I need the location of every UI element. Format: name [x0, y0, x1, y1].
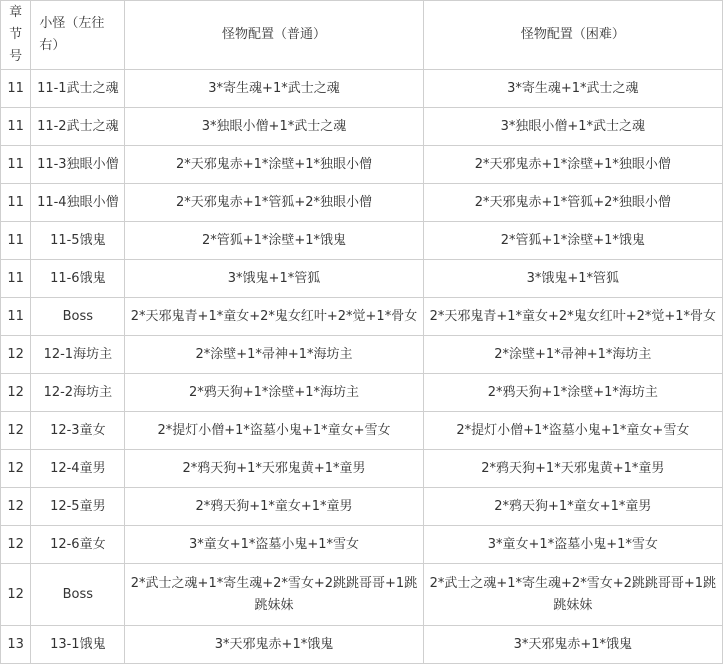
cell-hard: 2*鸦天狗+1*童女+1*童男 — [423, 488, 722, 526]
cell-hard: 2*涂壁+1*帚神+1*海坊主 — [423, 336, 722, 374]
table-header-row — [1, 1, 723, 70]
cell-normal: 2*提灯小僧+1*盗墓小鬼+1*童女+雪女 — [125, 412, 423, 450]
cell-normal: 3*天邪鬼赤+1*饿鬼 — [125, 626, 423, 664]
table-row — [1, 298, 723, 336]
cell-normal: 2*天邪鬼赤+1*涂壁+1*独眼小僧 — [125, 146, 423, 184]
cell-chapter: 11 — [1, 108, 31, 146]
cell-chapter: 12 — [1, 336, 31, 374]
cell-normal: 2*天邪鬼赤+1*管狐+2*独眼小僧 — [125, 184, 423, 222]
header-normal: 怪物配置（普通） — [125, 1, 423, 70]
cell-chapter: 12 — [1, 488, 31, 526]
cell-hard: 2*管狐+1*涂壁+1*饿鬼 — [423, 222, 722, 260]
table-row — [1, 450, 723, 488]
header-mob: 小怪（左往右） — [31, 1, 125, 70]
cell-chapter: 12 — [1, 526, 31, 564]
cell-normal: 2*鸦天狗+1*涂壁+1*海坊主 — [125, 374, 423, 412]
cell-hard: 3*饿鬼+1*管狐 — [423, 260, 722, 298]
cell-hard: 2*天邪鬼赤+1*涂壁+1*独眼小僧 — [423, 146, 722, 184]
header-chapter: 章节号 — [1, 1, 31, 70]
cell-chapter: 11 — [1, 298, 31, 336]
cell-chapter: 13 — [1, 626, 31, 664]
cell-mob: 11-6饿鬼 — [31, 260, 125, 298]
table-row — [1, 70, 723, 108]
cell-mob: 11-4独眼小僧 — [31, 184, 125, 222]
table-row — [1, 526, 723, 564]
cell-chapter: 11 — [1, 70, 31, 108]
cell-mob: Boss — [31, 564, 125, 626]
table-row — [1, 564, 723, 626]
cell-chapter: 12 — [1, 412, 31, 450]
cell-normal: 2*管狐+1*涂壁+1*饿鬼 — [125, 222, 423, 260]
cell-chapter: 12 — [1, 450, 31, 488]
cell-hard: 3*天邪鬼赤+1*饿鬼 — [423, 626, 722, 664]
cell-hard: 2*鸦天狗+1*涂壁+1*海坊主 — [423, 374, 722, 412]
cell-normal: 2*武士之魂+1*寄生魂+2*雪女+2跳跳哥哥+1跳跳妹妹 — [125, 564, 423, 626]
table-row — [1, 488, 723, 526]
cell-hard: 2*武士之魂+1*寄生魂+2*雪女+2跳跳哥哥+1跳跳妹妹 — [423, 564, 722, 626]
cell-chapter: 12 — [1, 564, 31, 626]
cell-mob: 13-1饿鬼 — [31, 626, 125, 664]
cell-hard: 2*天邪鬼赤+1*管狐+2*独眼小僧 — [423, 184, 722, 222]
cell-hard: 2*提灯小僧+1*盗墓小鬼+1*童女+雪女 — [423, 412, 722, 450]
cell-mob: Boss — [31, 298, 125, 336]
cell-normal: 2*鸦天狗+1*天邪鬼黄+1*童男 — [125, 450, 423, 488]
cell-normal: 3*独眼小僧+1*武士之魂 — [125, 108, 423, 146]
cell-mob: 12-1海坊主 — [31, 336, 125, 374]
cell-chapter: 12 — [1, 374, 31, 412]
cell-hard: 3*童女+1*盗墓小鬼+1*雪女 — [423, 526, 722, 564]
table-row — [1, 184, 723, 222]
cell-normal: 3*寄生魂+1*武士之魂 — [125, 70, 423, 108]
table-row — [1, 222, 723, 260]
cell-mob: 11-2武士之魂 — [31, 108, 125, 146]
header-hard: 怪物配置（困难） — [423, 1, 722, 70]
cell-normal: 2*鸦天狗+1*童女+1*童男 — [125, 488, 423, 526]
cell-mob: 12-2海坊主 — [31, 374, 125, 412]
cell-mob: 11-1武士之魂 — [31, 70, 125, 108]
cell-mob: 12-4童男 — [31, 450, 125, 488]
cell-mob: 11-3独眼小僧 — [31, 146, 125, 184]
table-row — [1, 146, 723, 184]
cell-hard: 2*天邪鬼青+1*童女+2*鬼女红叶+2*觉+1*骨女 — [423, 298, 722, 336]
cell-hard: 3*寄生魂+1*武士之魂 — [423, 70, 722, 108]
table-row — [1, 336, 723, 374]
cell-mob: 12-6童女 — [31, 526, 125, 564]
cell-chapter: 11 — [1, 260, 31, 298]
table-row — [1, 108, 723, 146]
cell-mob: 12-5童男 — [31, 488, 125, 526]
table-row — [1, 412, 723, 450]
cell-normal: 2*涂壁+1*帚神+1*海坊主 — [125, 336, 423, 374]
table-row — [1, 260, 723, 298]
cell-chapter: 11 — [1, 184, 31, 222]
cell-mob: 12-3童女 — [31, 412, 125, 450]
cell-mob: 11-5饿鬼 — [31, 222, 125, 260]
cell-normal: 3*童女+1*盗墓小鬼+1*雪女 — [125, 526, 423, 564]
cell-normal: 2*天邪鬼青+1*童女+2*鬼女红叶+2*觉+1*骨女 — [125, 298, 423, 336]
table-row — [1, 374, 723, 412]
cell-hard: 3*独眼小僧+1*武士之魂 — [423, 108, 722, 146]
cell-chapter: 11 — [1, 222, 31, 260]
cell-chapter: 11 — [1, 146, 31, 184]
cell-normal: 3*饿鬼+1*管狐 — [125, 260, 423, 298]
table-row — [1, 626, 723, 664]
cell-hard: 2*鸦天狗+1*天邪鬼黄+1*童男 — [423, 450, 722, 488]
